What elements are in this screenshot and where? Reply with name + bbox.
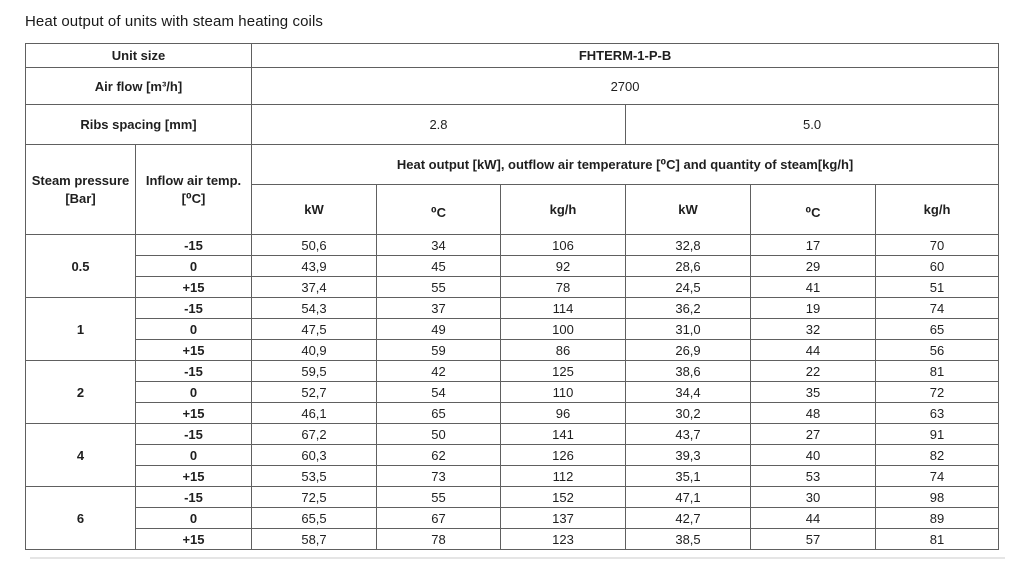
value-cell: 67,2 [252,424,377,445]
unit-size-label: Unit size [26,44,252,68]
column-header-row [26,145,999,185]
value-cell: 47,1 [626,487,751,508]
value-cell: 40,9 [252,340,377,361]
value-cell: 51 [876,277,999,298]
table-row [26,235,999,256]
inflow-temp-cell: 0 [136,508,252,529]
value-cell: 34 [377,235,501,256]
value-cell: 19 [751,298,876,319]
value-cell: 31,0 [626,319,751,340]
air-flow-label: Air flow [m³/h] [26,68,252,105]
value-cell: 44 [751,508,876,529]
value-cell: 60 [876,256,999,277]
steam-pressure-cell: 1 [26,298,136,361]
value-cell: 123 [501,529,626,550]
table-row [26,340,999,361]
inflow-temp-cell: 0 [136,256,252,277]
table-row [26,445,999,466]
value-cell: 28,6 [626,256,751,277]
ribs-spacing-value-left: 2.8 [252,105,626,145]
value-cell: 35 [751,382,876,403]
value-cell: 81 [876,529,999,550]
value-cell: 53,5 [252,466,377,487]
value-cell: 52,7 [252,382,377,403]
value-cell: 58,7 [252,529,377,550]
subheader-kw-2: kW [626,185,751,235]
value-cell: 59 [377,340,501,361]
value-cell: 126 [501,445,626,466]
value-cell: 38,6 [626,361,751,382]
value-cell: 114 [501,298,626,319]
unit-size-value: FHTERM-1-P-B [252,44,999,68]
inflow-temp-cell: +15 [136,466,252,487]
value-cell: 22 [751,361,876,382]
inflow-temp-cell: +15 [136,529,252,550]
table-row [26,361,999,382]
value-cell: 78 [501,277,626,298]
value-cell: 82 [876,445,999,466]
value-cell: 65 [876,319,999,340]
table-row [26,256,999,277]
value-cell: 81 [876,361,999,382]
value-cell: 137 [501,508,626,529]
inflow-air-temp-header: Inflow air temp. [⁰C] [136,145,252,235]
table-row [26,466,999,487]
subheader-kgh-2: kg/h [876,185,999,235]
value-cell: 36,2 [626,298,751,319]
value-cell: 45 [377,256,501,277]
value-cell: 56 [876,340,999,361]
value-cell: 67 [377,508,501,529]
value-cell: 40 [751,445,876,466]
value-cell: 74 [876,466,999,487]
value-cell: 50,6 [252,235,377,256]
table-row [26,319,999,340]
value-cell: 24,5 [626,277,751,298]
inflow-temp-cell: +15 [136,403,252,424]
value-cell: 53 [751,466,876,487]
value-cell: 55 [377,277,501,298]
unit-size-row [26,44,999,68]
value-cell: 59,5 [252,361,377,382]
inflow-temp-cell: -15 [136,487,252,508]
inflow-temp-cell: +15 [136,340,252,361]
air-flow-row [26,68,999,105]
steam-pressure-cell: 4 [26,424,136,487]
value-cell: 72,5 [252,487,377,508]
value-cell: 106 [501,235,626,256]
inflow-temp-cell: 0 [136,319,252,340]
value-cell: 43,9 [252,256,377,277]
inflow-temp-cell: -15 [136,298,252,319]
value-cell: 141 [501,424,626,445]
value-cell: 74 [876,298,999,319]
value-cell: 100 [501,319,626,340]
subheader-c-2: ⁰C [751,188,876,238]
value-cell: 42,7 [626,508,751,529]
steam-pressure-cell: 6 [26,487,136,550]
value-cell: 63 [876,403,999,424]
table-row [26,424,999,445]
ribs-spacing-value-right: 5.0 [626,105,999,145]
value-cell: 42 [377,361,501,382]
value-cell: 32,8 [626,235,751,256]
value-cell: 55 [377,487,501,508]
subheader-c-1: ⁰C [377,188,501,238]
subheader-kw-1: kW [252,185,377,235]
value-cell: 26,9 [626,340,751,361]
value-cell: 72 [876,382,999,403]
value-cell: 152 [501,487,626,508]
air-flow-value: 2700 [252,68,999,105]
table-row [26,529,999,550]
value-cell: 29 [751,256,876,277]
value-cell: 125 [501,361,626,382]
value-cell: 30,2 [626,403,751,424]
value-cell: 110 [501,382,626,403]
value-cell: 65,5 [252,508,377,529]
inflow-temp-cell: 0 [136,445,252,466]
value-cell: 39,3 [626,445,751,466]
subheader-kgh-1: kg/h [501,185,626,235]
value-cell: 92 [501,256,626,277]
value-cell: 62 [377,445,501,466]
table-row [26,487,999,508]
data-rows [26,235,999,550]
ribs-spacing-row [26,105,999,145]
inflow-temp-cell: 0 [136,382,252,403]
table-row [26,298,999,319]
value-cell: 98 [876,487,999,508]
page-title: Heat output of units with steam heating coils [25,13,323,30]
value-cell: 70 [876,235,999,256]
heat-output-header: Heat output [kW], outflow air temperature [⁰C] and quantity of steam[kg/h] [252,145,999,185]
value-cell: 27 [751,424,876,445]
page-bottom-divider [30,557,1005,559]
value-cell: 57 [751,529,876,550]
value-cell: 47,5 [252,319,377,340]
value-cell: 86 [501,340,626,361]
value-cell: 78 [377,529,501,550]
value-cell: 34,4 [626,382,751,403]
value-cell: 112 [501,466,626,487]
value-cell: 65 [377,403,501,424]
value-cell: 38,5 [626,529,751,550]
table-row [26,382,999,403]
value-cell: 46,1 [252,403,377,424]
value-cell: 96 [501,403,626,424]
steam-pressure-cell: 2 [26,361,136,424]
value-cell: 30 [751,487,876,508]
value-cell: 43,7 [626,424,751,445]
value-cell: 32 [751,319,876,340]
inflow-temp-cell: +15 [136,277,252,298]
inflow-temp-cell: -15 [136,235,252,256]
steam-pressure-cell: 0.5 [26,235,136,298]
value-cell: 35,1 [626,466,751,487]
inflow-temp-cell: -15 [136,424,252,445]
value-cell: 37 [377,298,501,319]
value-cell: 17 [751,235,876,256]
ribs-spacing-label: Ribs spacing [mm] [26,105,252,145]
value-cell: 89 [876,508,999,529]
heat-output-table [25,43,999,550]
value-cell: 60,3 [252,445,377,466]
value-cell: 73 [377,466,501,487]
value-cell: 41 [751,277,876,298]
steam-pressure-header: Steam pressure [Bar] [26,145,136,235]
value-cell: 48 [751,403,876,424]
value-cell: 37,4 [252,277,377,298]
value-cell: 54,3 [252,298,377,319]
table-row [26,403,999,424]
value-cell: 49 [377,319,501,340]
value-cell: 50 [377,424,501,445]
value-cell: 91 [876,424,999,445]
table-row [26,277,999,298]
value-cell: 54 [377,382,501,403]
value-cell: 44 [751,340,876,361]
inflow-temp-cell: -15 [136,361,252,382]
table-row [26,508,999,529]
